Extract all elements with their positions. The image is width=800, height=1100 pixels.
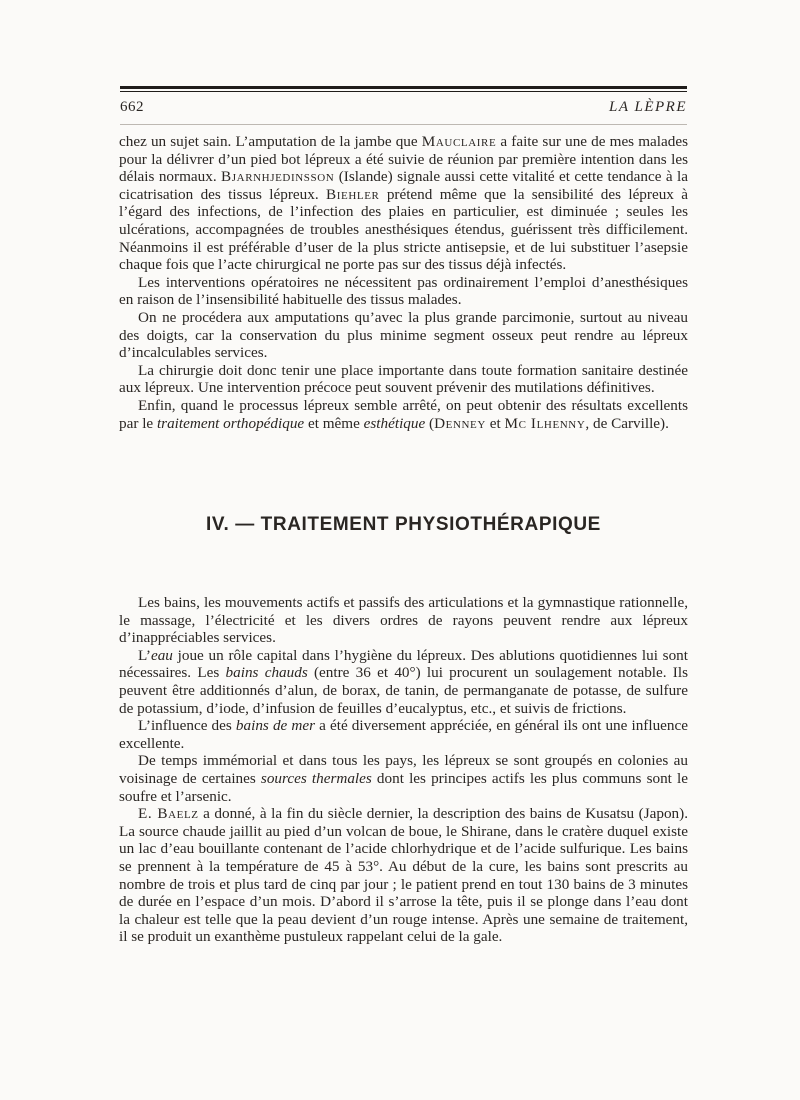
text-run: , de Carville). bbox=[585, 414, 669, 432]
paragraph: La chirurgie doit donc tenir une place importante dans toute formation sanitaire destinée aux lépreux. Une intervention précoce peut souvent prévenir des mutilations définitives. bbox=[119, 361, 688, 397]
section-surgery-text bbox=[119, 133, 688, 432]
text-run: chez un sujet sain. L’amputation de la jambe que bbox=[119, 133, 422, 150]
emphasis: bains de mer bbox=[235, 717, 316, 735]
header-rule-thin bbox=[120, 91, 687, 92]
text-run: (Islande) signale aussi cette vitalité et cette tendance à la cicatrisation des tissus lépreux. bbox=[119, 168, 688, 203]
author-name: Mc Ilhenny bbox=[504, 414, 586, 432]
section-physiotherapy-text bbox=[119, 594, 688, 946]
author-name: Mauclaire bbox=[421, 133, 497, 150]
page-number: 662 bbox=[120, 99, 144, 115]
text-run: De temps immémorial et dans tous les pays, les lépreux se sont groupés en colonies au voisinage de certaines bbox=[119, 752, 688, 787]
author-name: E. Baelz bbox=[138, 805, 199, 823]
text-run: et même bbox=[304, 414, 364, 432]
text-run: Enfin, quand le processus lépreux semble arrêté, on peut obtenir des résultats excellents par le bbox=[119, 396, 688, 432]
running-title: LA LÈPRE bbox=[609, 99, 687, 115]
emphasis: traitement orthopédique bbox=[156, 414, 305, 432]
paragraph bbox=[119, 805, 688, 946]
emphasis: eau bbox=[150, 646, 173, 664]
paragraph bbox=[119, 397, 688, 432]
author-name: Denney bbox=[434, 414, 486, 432]
emphasis: sources thermales bbox=[260, 769, 372, 787]
author-name: Bjarnhjedinsson bbox=[221, 168, 335, 186]
paragraph bbox=[119, 647, 688, 717]
text-run: L’ bbox=[138, 646, 151, 664]
text-run: et bbox=[485, 414, 505, 432]
text-run: L’influence des bbox=[138, 717, 236, 735]
emphasis: bains chauds bbox=[225, 664, 308, 682]
text-run: (entre 36 et 40°) lui procurent un soulagement notable. Ils peuvent être additionnés d’alun, de borax, de tanin, de permanganate de potasse, de sulfure de potassium, d’iode, d’infusion de feuilles d’eucalyptus, etc., et suivis de frictions. bbox=[119, 664, 688, 717]
text-run: prétend même que la sensibilité des lépreux à l’égard des infections, de l’infection des plaies en particulier, est diminuée ; seules les ulcérations, accompagnées de troubles anesthésiques étendus, guérissent très difficilement. Néanmoins il est préférable d’user de la plus stricte antisepsie, et de lui substituer l’asepsie chaque fois que l’acte chirurgical ne porte pas sur des tissus déjà infectés. bbox=[119, 185, 688, 274]
text-run: joue un rôle capital dans l’hygiène du lépreux. Des ablutions quotidiennes lui sont nécessaires. Les bbox=[119, 646, 688, 682]
text-run: a donné, à la fin du siècle dernier, la description des bains de Kusatsu (Japon). La source chaude jaillit au pied d’un volcan de boue, le Shirane, dans le cratère duquel existe un lac d’eau bouillante contenant de l’acide chlorhydrique et de l’acide sulfurique. Les bains se prennent à la température de 45 à 53°. Au début de la cure, les bains sont prescrits au nombre de trois et plus tard de cinq par jour ; le patient prend en tout 130 bains de 3 minutes de durée en l’espace d’un mois. D’abord il s’arrose la tête, puis il se plonge dans l’eau dont la chaleur est telle que la peau devient d’un rouge intense. Après une semaine de traitement, il se produit un exanthème pustuleux rappelant celui de la gale. bbox=[119, 805, 689, 946]
paragraph: Les bains, les mouvements actifs et passifs des articulations et la gymnastique rationnelle, le massage, l’électricité et les divers ordres de rayons peuvent rendre aux lépreux d’inappréciables services. bbox=[119, 594, 688, 647]
paragraph bbox=[119, 752, 688, 805]
paragraph: Les interventions opératoires ne nécessitent pas ordinairement l’emploi d’anesthésiques en raison de l’insensibilité habituelle des tissus malades. bbox=[119, 273, 688, 309]
author-name: Biehler bbox=[326, 185, 380, 203]
text-run: a été diversement appréciée, en général ils ont une influence excellente. bbox=[119, 717, 688, 752]
paragraph bbox=[119, 717, 688, 752]
section-heading: IV. — TRAITEMENT PHYSIOTHÉRAPIQUE bbox=[206, 514, 601, 535]
text-run: ( bbox=[425, 414, 435, 432]
paragraph bbox=[119, 133, 688, 274]
header-rule-thick bbox=[120, 86, 687, 89]
text-run: dont les principes actifs les plus communs sont le soufre et l’arsenic. bbox=[119, 769, 688, 805]
emphasis: esthétique bbox=[363, 414, 426, 432]
header-separator bbox=[120, 124, 687, 125]
text-run: a faite sur une de mes malades pour la délivrer d’un pied bot lépreux a été suivie de réunion par première intention dans les délais normaux. bbox=[119, 133, 688, 186]
paragraph: On ne procédera aux amputations qu’avec la plus grande parcimonie, surtout au niveau des doigts, car la conservation du plus minime segment osseux peut rendre au lépreux d’incalculables services. bbox=[119, 308, 688, 362]
